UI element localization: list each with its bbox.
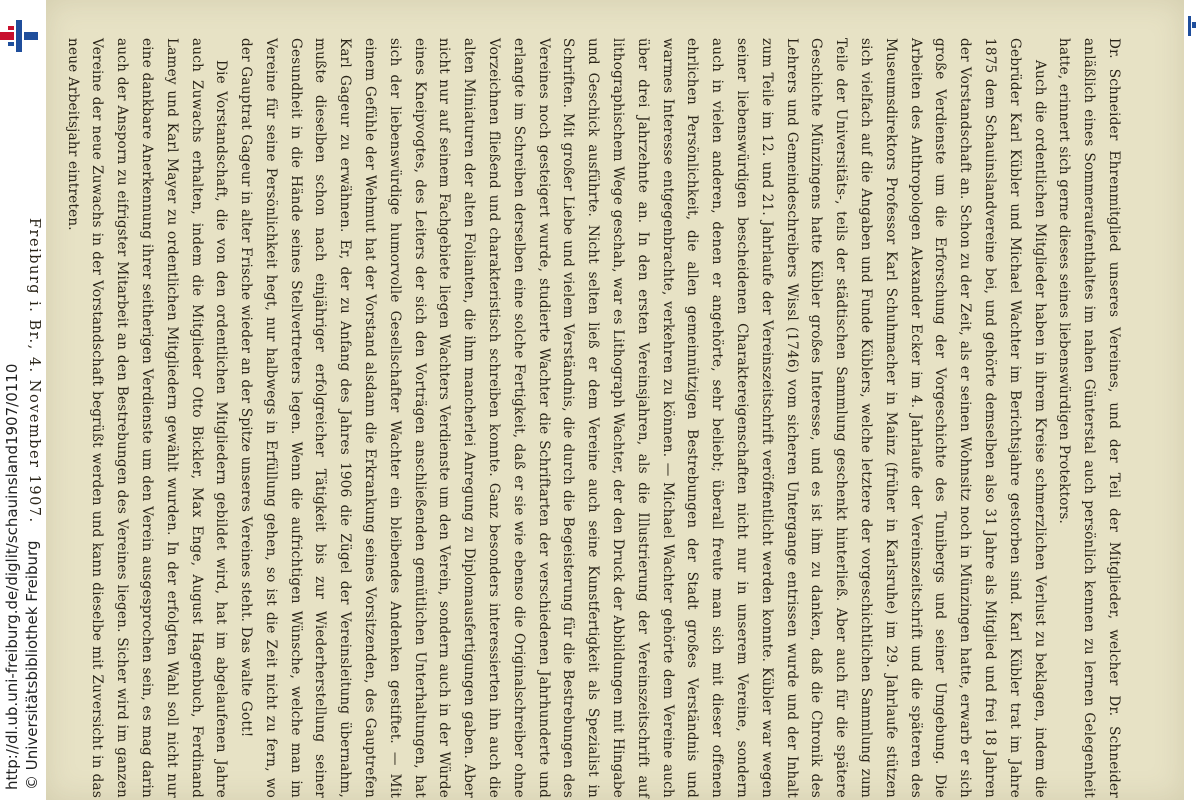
source-url[interactable]: http://dl.ub.uni-freiburg.de/diglit/schauinsland1907/0110 — [3, 363, 21, 790]
place-date: Freiburg i. Br., 4. November 1907. — [25, 218, 42, 524]
partial-logo-icon — [1188, 10, 1196, 42]
right-edge — [1184, 0, 1197, 800]
paragraph-3: Die Vorstandschaft, die von den ordentlichen Mitgliedern gebildet wird, hat im abgelaufenen Jahre auch Zuwachs erhalten, indem die Mitglieder Otto Bickler, Max Enge, August Hagenbuch, Ferdinand Lamey und Karl Mayer zu ordentlichen Mitgliedern gewählt wurden. In der erfolgten Wahl soll nicht nur eine dankbare Anerkennung ihrer seitherigen Verdienste um den Verein ausgesprochen sein, es mag darin auch der Ansporn zu eifrigster Mitarbeit an den Bestrebungen des Vereines liegen. Sicher wird im ganzen Vereine der neue Zuwachs in der Vorstandschaft begrüßt werden und kann dieselbe mit Zuversicht in das neue Arbeitsjahr eintreten. — [64, 38, 230, 798]
paragraph-1: Dr. Schneider Ehrenmitglied unseres Vereines, und der Teil der Mitglieder, welcher Dr. Schneider anläßlich eines Sommeraufenthaltes im nahen Günterstal auch persönlich kennen zu lernen Gelegenheit hatte, erinnert sich gerne dieses seines liebenswürdigen Protektors. — [1056, 38, 1122, 798]
body-text — [60, 38, 1126, 798]
copyright-notice: © Universitätsbibliothek Freiburg — [23, 540, 41, 790]
paragraph-2: Auch die ordentlichen Mitglieder haben in ihrem Kreise schmerzlichen Verlust zu beklagen, indem die Gebrüder Karl Kübler und Michael Wachter im Berichtsjahre gestorben sind. Karl Kübler trat im Jahre 1875 dem Schauinslandvereine bei, und gehörte demselben also 31 Jahre als Mitglied und frei 18 Jahren der Vorstandschaft an. Schon zu der Zeit, als er seinen Wohnsitz noch in Münzingen hatte, erwarb er sich große Verdienste um die Erforschung der Vorgeschichte des Tunibergs und seiner Umgebung. Die Arbeiten des Anthropologen Alexander Ecker im 4. Jahrlaufe der Vereinszeitschrift und die späteren des Museumsdirektors Professor Karl Schuhmacher in Mainz (früher in Karlsruhe) im 29. Jahrlaufe stützen sich vielfach auf die Angaben und Funde Küblers, welche letztere der vorgeschichtlichen Sammlung zum Teile der Universitäts-, teils der städtischen Sammlung geschenkt hinterließ. Aber auch für die spätere Geschichte Münzingens hatte Kübler großes Interesse, und es ist ihm zu danken, daß die Chronik des Lehrers und Gemeindeschreibers Wissl (1746) vom sicheren Untergange entrissen wurde und der Inhalt zum Teile im 12. und 21. Jahrlaufe der Vereinszeitschrift veröffentlicht werden konnte. Kübler war wegen seiner liebenswürdigen bescheidenen Charaktereigenschaften nicht nur in unserem Vereine, sondern auch in vielen anderen, denen er angehörte, sehr beliebt; überall freute man sich mit dieser offenen ehrlichen Persönlichkeit, die allen gemeinnützigen Bestrebungen der Stadt großes Verständnis und warmes Interesse entgegenbrachte, verkehren zu können. — Michael Wachter gehörte dem Vereine auch über drei Jahrzehnte an. In den ersten Vereinsjahren, als die Illustrierung der Vereinszeitschrift auf lithographischem Wege geschah, war es Lithograph Wachter, der den Druck der Abbildungen mit Hingabe und Geschick ausführte. Nicht selten ließ er dem Vereine auch seine Kunstfertigkeit als Spezialist in Schriften. Mit großer Liebe und vielem Verständnis, die durch die Begeisterung für die Bestrebungen des Vereines noch gesteigert wurde, studierte Wachter die Schriftarten der verschiedenen Jahrhunderte und erlangte im Schreiben derselben eine solche Fertigkeit, daß er sie wie ebenso die Originalschreiber ohne Vorzeichnen fließend und charakteristisch schreiben konnte. Ganz besonders interessierten ihn auch die alten Miniaturen der alten Folianten, die ihm mancherlei Anregung zu Diplomausfertigungen gaben. Aber nicht nur auf seinem Fachgebiete liegen Wachters Verdienste um den Verein, sondern auch in der Würde eines Kneipvogtes, des Leiters der sich den Vorträgen anschließenden gemütlichen Unterhaltungen, hat sich der liebenswürdige humorvolle Gesellschafter Wachter ein bleibendes Andenken gestiftet. — Mit einem Gefühle der Wehmut hat der Vorstand alsdann die Erkrankung seines Vorsitzenden, des Gauptrefen Karl Gageur zu erwähnen. Er, der zu Anfang des Jahres 1906 die Zügel der Vereinsleitung übernahm, mußte dieselben schon nach einjähriger erfolgreicher Tätigkeit bis zur Wiederherstellung seiner Gesundheit in die Hände seines Stellvertreters legen. Wenn die aufrichtigen Wünsche, welche man im Vereine für seine Persönlichkeit hegt, nur halbwegs in Erfüllung gehen, so ist die Zeit nicht zu fern, wo der Gauptrat Gageur in alter Frische wieder an der Spitze unseres Vereines steht. Das walte Gott! — [238, 38, 1048, 798]
